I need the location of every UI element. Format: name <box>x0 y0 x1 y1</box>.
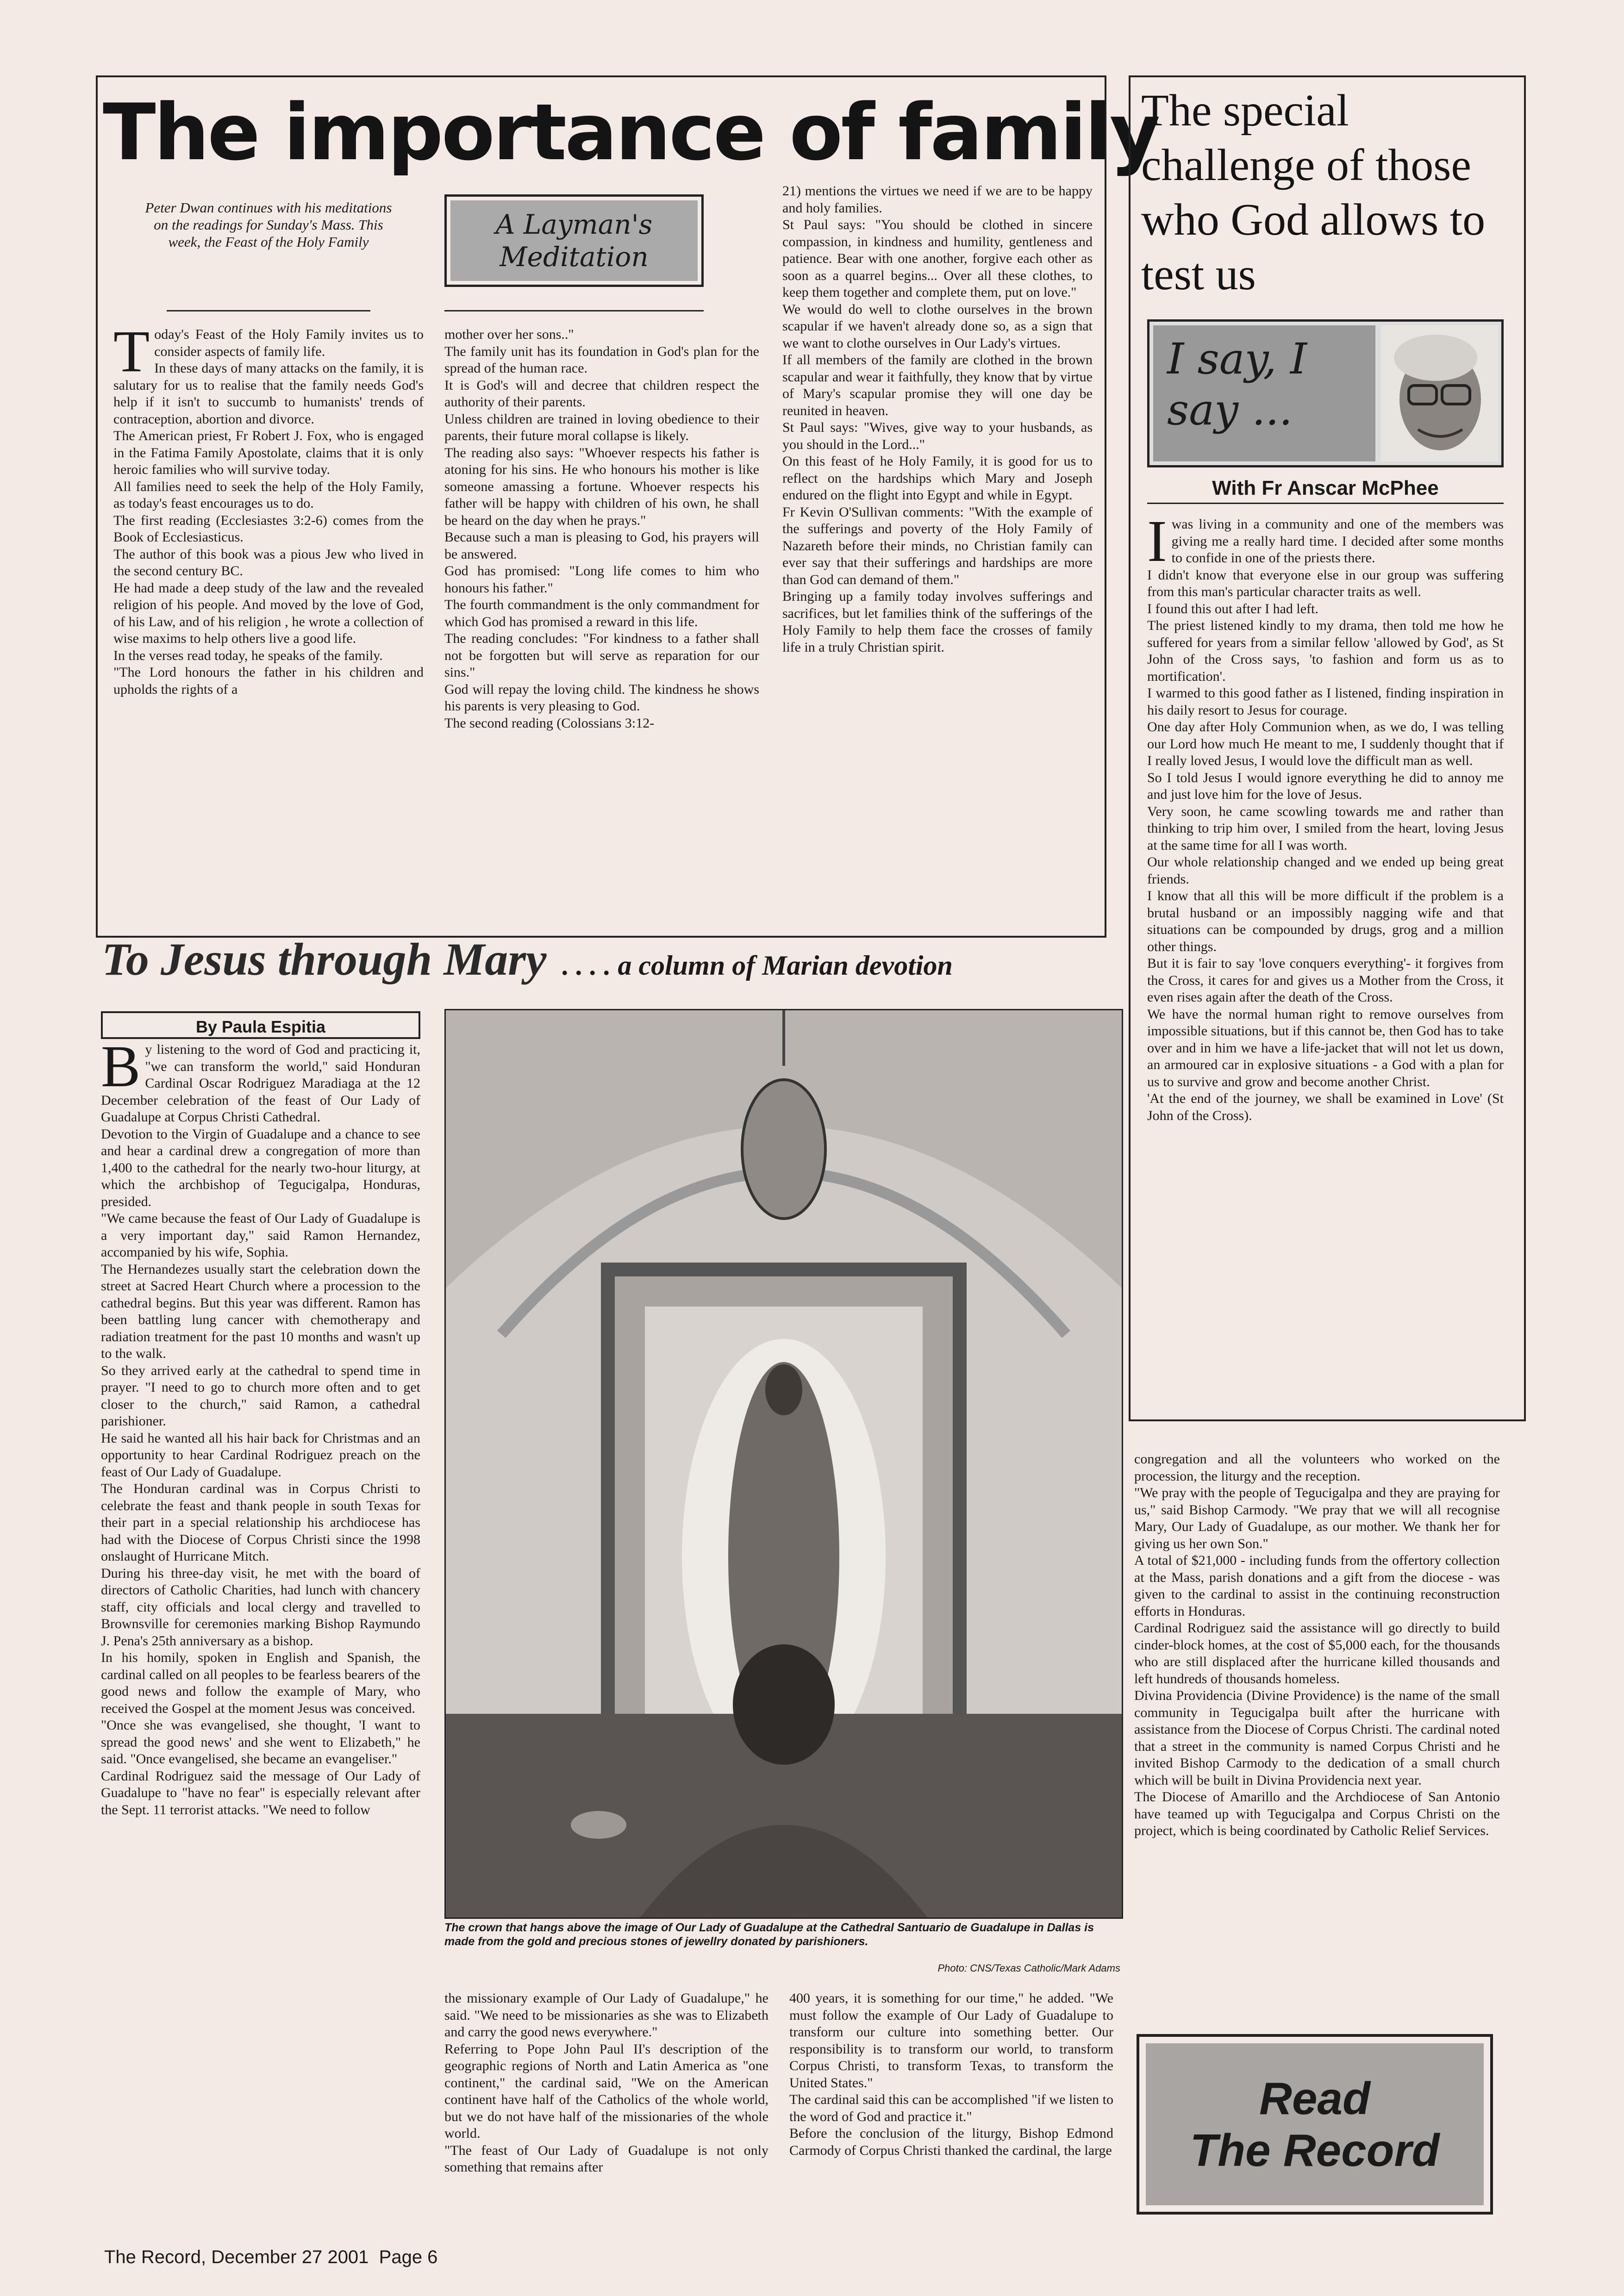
marian-para: Referring to Pope John Paul II's description of the geographic regions of North and Latin America as "one continent," the cardinal said, "We on the American continent have half of the Catholics of the whole world, but we do not have half of the missionaries of the whole world. <box>444 2041 768 2141</box>
family-para: Unless children are trained in loving obedience to their parents, their future moral collapse is likely. <box>444 411 759 443</box>
family-col-2 <box>444 326 759 732</box>
family-para: He had made a deep study of the law and the revealed religion of his people. And moved by the love of God, of his Law, and of his religion , he wrote a collection of wise maxims to help others live a good life. <box>113 580 424 646</box>
challenge-para: I know that all this will be more difficult if the problem is a brutal husband or an impossibly nagging wife and that situations can be compounded by drugs, grog and a million other things. <box>1147 888 1504 954</box>
family-para: The second reading (Colossians 3:12- <box>444 715 655 731</box>
marian-para: "Once she was evangelised, she thought, 'I want to spread the good news' and she went to Elizabeth," he said. "Once evangelised, she became an evangeliser." <box>101 1717 420 1767</box>
layman-meditation-label: A Layman's Meditation <box>450 200 698 281</box>
family-para: Bringing up a family today involves sufferings and sacrifices, but let families think of the sufferings of the Holy Family to help them face the crosses of family life in a truly Christian spirit. <box>782 589 1093 655</box>
challenge-para: Iwas living in a community and one of the members was giving me a really hard time. I decided after some months to confide in one of the priests there. <box>1147 508 1504 574</box>
challenge-para: So I told Jesus I would ignore everything he did to annoy me and just love him for the love of Jesus. <box>1147 770 1504 802</box>
page-footer: The Record, December 27 2001 Page 6 <box>104 2247 438 2267</box>
marian-para: Divina Providencia (Divine Providence) is the name of the small community in Tegucigalpa built after the hurricane with assistance from the Diocese of Corpus Christi. The cardinal noted that a street in the community is named Corpus Christi and he invited Bishop Carmody to the dedication of a small church which will be built in Divina Providencia next year. <box>1134 1688 1500 1788</box>
family-para: The reading also says: "Whoever respects his father is atoning for his sins. He who honours his mother is like someone amassing a fortune. Whoever respects his father will be happy with children of his own, he shall be heard on the day when he prays." <box>444 445 759 528</box>
marian-para: During his three-day visit, he met with the board of directors of Catholic Charities, had lunch with chancery staff, city officials and local clergy and travelled to Brownsville for ceremonies marking Bishop Raymundo J. Pena's 25th anniversary as a bishop. <box>101 1565 420 1649</box>
marian-col-4 <box>1134 1451 1500 1840</box>
marian-para: the missionary example of Our Lady of Guadalupe," he said. "We need to be missionaries as she was to Elizabeth and carry the good news everywhere." <box>444 1991 768 2040</box>
i-say-label: I say, I say ... <box>1153 325 1375 461</box>
family-para: We would do well to clothe ourselves in the brown scapular if we haven't already done so, as a sign that we want to clothe ourselves in Our Lady's virtues. <box>782 301 1093 351</box>
marian-para: The cardinal said this can be accomplished "if we listen to the word of God and practice it." <box>789 2092 1113 2124</box>
family-para: The first reading (Ecclesiastes 3:2-6) comes from the Book of Ecclesiasticus. <box>113 512 424 545</box>
challenge-body <box>1147 508 1504 1124</box>
family-para: God will repay the loving child. The kindness he shows his parents is very pleasing to God. <box>444 681 759 714</box>
family-para: Because such a man is pleasing to God, his prayers will be answered. <box>444 529 759 562</box>
marian-para: Devotion to the Virgin of Guadalupe and a chance to see and hear a cardinal drew a congregation of more than 1,400 to the cathedral for the nearly two-hour liturgy, at which the archbishop of Tegucigalpa, Honduras, presided. <box>101 1126 420 1209</box>
marian-para: He said he wanted all his hair back for Christmas and an opportunity to hear Cardinal Rodriguez preach on the feast of Our Lady of Guadalupe. <box>101 1430 420 1480</box>
family-para: In the verses read today, he speaks of the family. <box>113 647 383 663</box>
marian-para: The Honduran cardinal was in Corpus Christi to celebrate the feast and thank people in south Texas for their part in a special relationship his archdiocese has had with the Diocese of Corpus Christi since the 1998 onslaught of Hurricane Mitch. <box>101 1481 420 1564</box>
read-the-record-promo <box>1137 2034 1493 2215</box>
challenge-para: I didn't know that everyone else in our group was suffering from this man's particular character traits as well. <box>1147 567 1504 599</box>
meditation-rule <box>444 310 704 311</box>
family-para: Today's Feast of the Holy Family invites us to consider aspects of family life. <box>113 318 424 384</box>
family-col-1 <box>113 318 424 698</box>
marian-para: 400 years, it is something for our time," he added. "We must follow the example of Our Lady of Guadalupe to transform our culture into something better. Our responsibility is to transform our world, to transform Corpus Christi, to transform Texas, to transform the United States." <box>789 1991 1113 2091</box>
challenge-para: I found this out after I had left. <box>1147 601 1318 616</box>
family-para: The author of this book was a pious Jew who lived in the second century BC. <box>113 546 424 579</box>
family-para: All families need to seek the help of the Holy Family, as today's feast encourages us to do. <box>113 479 424 511</box>
challenge-para: The priest listened kindly to my drama, then told me how he suffered for years from a similar fellow 'allowed by God', as St John of the Cross says, 'to fashion and form us as to mortification'. <box>1147 618 1504 684</box>
marian-para: congregation and all the volunteers who worked on the procession, the liturgy and the reception. <box>1134 1451 1500 1484</box>
marian-para: "The feast of Our Lady of Guadalupe is not only something that remains after <box>444 2142 768 2175</box>
marian-para: By listening to the word of God and practicing it, "we can transform the world," said Honduran Cardinal Oscar Rodriguez Maradiaga at the 12 December celebration of the feast of Our Lady of Guadalupe at Corpus Christi Cathedral. <box>101 1033 420 1125</box>
marian-col-1 <box>101 1033 420 1818</box>
marian-headline-row <box>102 933 1111 983</box>
family-para: St Paul says: "Wives, give way to your husbands, as you should in the Lord..." <box>782 420 1093 452</box>
marian-col-2 <box>444 1990 768 2176</box>
challenge-para: We have the normal human right to remove ourselves from impossible situations, but if this cannot be, then God has to take over and in him we have a life-jacket that will not let us down, an armoured car in explosive situations - a God with a plan for us to survive and grow and become another Christ. <box>1147 1006 1504 1089</box>
marian-para: "We pray with the people of Tegucigalpa and they are praying for us," said Bishop Carmody. "We pray that we will all recognise Mary, Our Lady of Guadalupe, as our mother. We thank her for giving us her own Son." <box>1134 1485 1500 1551</box>
marian-para: So they arrived early at the cathedral to spend time in prayer. "I need to go to church more often and to get closer to the church," said Ramon, a cathedral parishioner. <box>101 1363 420 1429</box>
family-para: In these days of many attacks on the family, it is salutary for us to realise that the family needs God's help if it isn't to succumb to humanists' trends of contraception, abortion and divorce. <box>113 361 424 427</box>
intro-rule <box>167 310 370 311</box>
promo-line-1: Read <box>1259 2073 1370 2124</box>
challenge-para: But it is fair to say 'love conquers everything'- it forgives from the Cross, it cares for and gives us a Mother from the Cross, it even rises again after the death of the Cross. <box>1147 956 1504 1005</box>
marian-para: The Hernandezes usually start the celebration down the street at Sacred Heart Church where a procession to the cathedral begins. But this year was different. Ramon has been battling lung cancer with chemotherapy and radiation treatment for the past 10 months and wasn't up to the walk. <box>101 1261 420 1361</box>
challenge-para: Our whole relationship changed and we ended up being great friends. <box>1147 854 1504 887</box>
challenge-byline: With Fr Anscar McPhee <box>1147 477 1504 504</box>
i-say-label-box <box>1147 319 1504 467</box>
marian-para: Before the conclusion of the liturgy, Bishop Edmond Carmody of Corpus Christi thanked the cardinal, the large <box>789 2126 1113 2158</box>
family-para: The fourth commandment is the only commandment for which God has promised a reward in this life. <box>444 597 759 629</box>
marian-col-3 <box>789 1990 1113 2159</box>
marian-headline: To Jesus through Mary <box>102 933 547 985</box>
family-para: 21) mentions the virtues we need if we are to be happy and holy families. <box>782 183 1093 216</box>
family-para: Fr Kevin O'Sullivan comments: "With the example of the sufferings and poverty of the Holy Family of Nazareth before their minds, no Christian family can ever say that their sufferings and hardships are more than God can demand of them." <box>782 504 1093 587</box>
marian-para: "We came because the feast of Our Lady of Guadalupe is a very important day," said Ramon Hernandez, accompanied by his wife, Sophia. <box>101 1211 420 1260</box>
family-para: It is God's will and decree that children respect the authority of their parents. <box>444 377 759 410</box>
challenge-para: 'At the end of the journey, we shall be examined in Love' (St John of the Cross). <box>1147 1091 1504 1123</box>
family-para: The family unit has its foundation in God's plan for the spread of the human race. <box>444 343 759 376</box>
challenge-para: I warmed to this good father as I listened, finding inspiration in his daily resort to Jesus for courage. <box>1147 685 1504 718</box>
challenge-para: One day after Holy Communion when, as we do, I was telling our Lord how much He meant to me, I suddenly thought that if I really loved Jesus, I would love the difficult man as well. <box>1147 719 1504 768</box>
family-para: The reading concludes: "For kindness to a father shall not be forgotten but will serve as reparation for our sins." <box>444 631 759 680</box>
author-portrait-photo <box>1381 325 1499 461</box>
marian-subhead: . . . . a column of Marian devotion <box>562 950 953 981</box>
promo-inner <box>1146 2043 1484 2205</box>
marian-para: Cardinal Rodriguez said the assistance will go directly to build cinder-block homes, at the cost of $5,000 each, for the thousands who are still displaced after the hurricane killed thousands and left hundreds of thousands homeless. <box>1134 1620 1500 1686</box>
marian-para: In his homily, spoken in English and Spanish, the cardinal called on all peoples to be fearless bearers of the good news and follow the example of Mary, who received the Gospel at the moment Jesus was conceived. <box>101 1650 420 1716</box>
family-para: The American priest, Fr Robert J. Fox, who is engaged in the Fatima Family Apostolate, claims that it is only heroic families who will survive today. <box>113 428 424 477</box>
marian-para: A total of $21,000 - including funds from the offertory collection at the Mass, parish donations and a gift from the diocese - was given to the cardinal to assist in the continuing reconstruction efforts in Honduras. <box>1134 1553 1500 1619</box>
promo-line-2: The Record <box>1190 2125 1440 2176</box>
challenge-para: Very soon, he came scowling towards me and rather than thinking to trip him over, I smiled from the heart, loving Jesus at the same time for all I was worth. <box>1147 803 1504 853</box>
layman-meditation-label-box <box>444 194 704 287</box>
family-para: mother over her sons.." <box>444 327 574 342</box>
marian-byline: By Paula Espitia <box>101 1011 420 1039</box>
family-para: On this feast of he Holy Family, it is good for us to reflect on the hardships which Mary and Joseph endured on the flight into Egypt and while in Egypt. <box>782 454 1093 503</box>
family-para: God has promised: "Long life comes to him who honours his father." <box>444 563 759 596</box>
marian-para: The Diocese of Amarillo and the Archdiocese of San Antonio have teamed up with Tegucigalpa and Corpus Christi on the project, which is being coordinated by Catholic Relief Services. <box>1134 1789 1500 1838</box>
challenge-headline: The special challenge of those who God allows to test us <box>1141 86 1486 299</box>
family-intro: Peter Dwan continues with his meditations on the readings for Sunday's Mass. This week, the Feast of the Holy Family <box>145 199 392 250</box>
family-para: If all members of the family are clothed in the brown scapular and wear it faithfully, they know that by virtue of Mary's scapular promise they will one day be reunited in heaven. <box>782 352 1093 418</box>
photo-caption: The crown that hangs above the image of Our Lady of Guadalupe at the Cathedral Santuario de Guadalupe in Dallas is made from the gold and precious stones of jewellry donated by parishioners. <box>444 1921 1094 1948</box>
guadalupe-photo <box>444 1009 1123 1919</box>
marian-para: Cardinal Rodriguez said the message of Our Lady of Guadalupe to "have no fear" is especially relevant after the Sept. 11 terrorist attacks. "We need to follow <box>101 1768 420 1817</box>
family-headline: The importance of family <box>103 87 1159 178</box>
family-para: "The Lord honours the father in his children and upholds the rights of a <box>113 665 424 697</box>
photo-credit: Photo: CNS/Texas Catholic/Mark Adams <box>937 1962 1120 1974</box>
family-para: St Paul says: "You should be clothed in sincere compassion, in kindness and humility, gentleness and patience. Bear with one another, forgive each other as soon as a quarrel begins... Over all these clothes, to keep them together and complete them, put on love." <box>782 217 1093 300</box>
family-col-3 <box>782 183 1093 656</box>
